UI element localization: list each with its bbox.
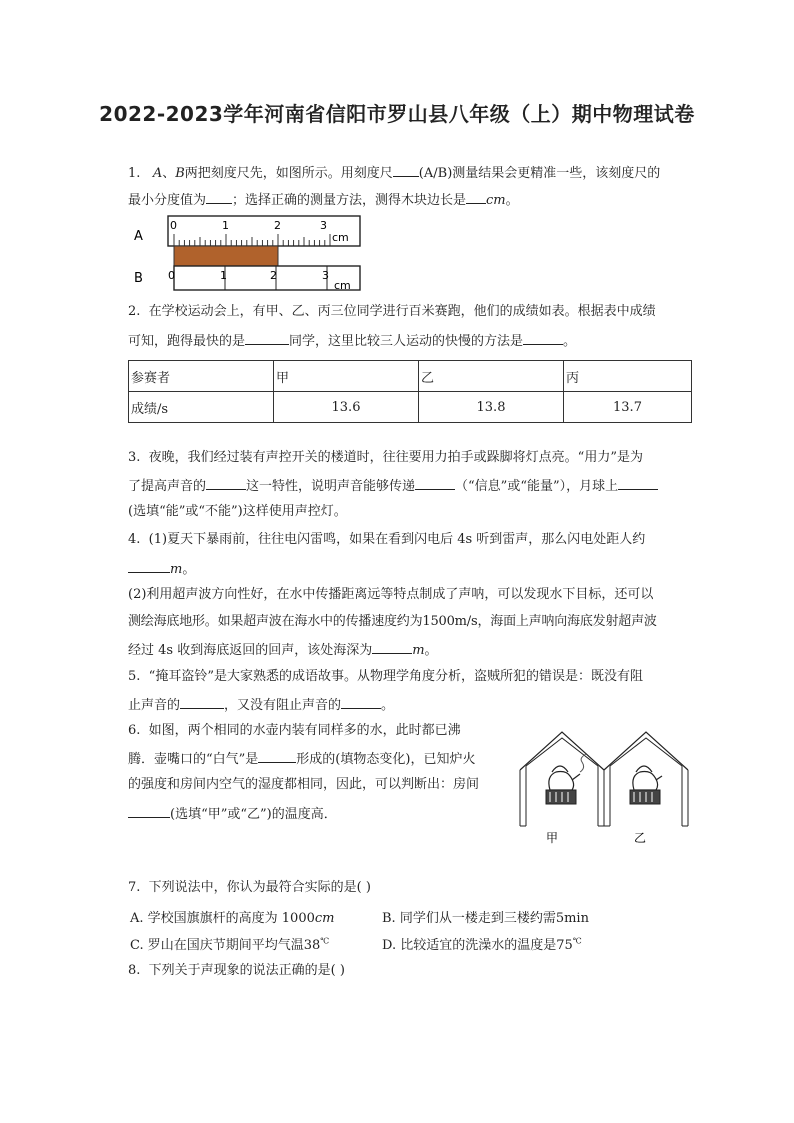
- q3-number: 3.: [128, 450, 141, 465]
- q3-text: 夜晚，我们经过装有声控开关的楼道时，往往要用力拍手或跺脚将灯点亮。“用力”是为: [148, 450, 643, 465]
- q2-text: 在学校运动会上，有甲、乙、丙三位同学进行百米赛跑，他们的成绩如表。根据表中成绩: [148, 304, 656, 319]
- q7-option-d[interactable]: [382, 934, 582, 953]
- ruler-a-tick-2: 2: [274, 219, 281, 232]
- q6-line-4: [128, 804, 337, 824]
- table-row: [129, 392, 692, 423]
- q1-text: (A/B)测量结果会更精准一些，该刻度尺的: [418, 166, 661, 181]
- q6-number: 6.: [128, 723, 141, 738]
- q2-blank-2[interactable]: [523, 331, 563, 345]
- q7-option-b[interactable]: B. 同学们从一楼走到三楼约需5min: [382, 911, 589, 926]
- q8-text: 下列关于声现象的说法正确的是( ): [148, 963, 345, 978]
- q1-text: 。: [505, 193, 519, 208]
- q3-text: （“信息”或“能量”），月球上: [455, 479, 619, 494]
- q4-text: (1)夏天下暴雨前，往往电闪雷鸣，如果在看到闪电后 4s 听到雷声，那么闪电处距人约: [148, 532, 646, 547]
- q7-number: 7.: [128, 880, 141, 895]
- room-yi: [604, 732, 688, 826]
- q7-option-c-unit: ℃: [320, 936, 330, 946]
- q4-line-1: [128, 531, 645, 549]
- results-table: [128, 360, 692, 423]
- q1-line-2: [128, 190, 519, 210]
- q2-text: 可知，跑得最快的是: [128, 334, 246, 349]
- q7-option-c-text: C. 罗山在国庆节期间平均气温38: [130, 938, 321, 953]
- page-title: 2022-2023学年河南省信阳市罗山县八年级（上）期中物理试卷: [99, 102, 695, 126]
- q3-text: (选填“能”或“不能”)这样使用声控灯。: [128, 504, 347, 519]
- q7-option-a-unit: cm: [314, 911, 335, 926]
- q7-option-c[interactable]: [130, 934, 329, 953]
- q4-line-3: [128, 586, 653, 604]
- q2-text: 。: [563, 334, 577, 349]
- q5-text: ，又没有阻止声音的: [224, 698, 342, 713]
- ruler-b-tick-3: 3: [322, 269, 329, 282]
- q7-option-d-unit: ℃: [572, 936, 582, 946]
- ruler-b-tick-2: 2: [270, 269, 277, 282]
- q1-blank-1[interactable]: [393, 163, 419, 177]
- q1-text: 最小分度值为: [128, 193, 207, 208]
- q3-line-3: [128, 503, 347, 521]
- q3-blank-1[interactable]: [206, 476, 246, 490]
- q3-text: 了提高声音的: [128, 479, 207, 494]
- q2-line-2: [128, 331, 576, 351]
- q2-line-1: [128, 303, 656, 321]
- kettle-icon: [633, 772, 658, 791]
- q6-text: 的强度和房间内空气的湿度都相同，因此，可以判断出：房间: [128, 777, 480, 792]
- table-cell: 13.8: [419, 392, 564, 423]
- two-rooms-figure: [512, 726, 696, 848]
- q1-text: 两把刻度尺先，如图所示。用刻度尺: [184, 166, 393, 181]
- room-jia: [520, 732, 604, 826]
- q7-option-a[interactable]: [130, 907, 334, 926]
- q1-line-1: [128, 163, 660, 183]
- q5-line-2: [128, 695, 394, 715]
- table-row: [129, 361, 692, 392]
- ruler-b: [174, 266, 360, 290]
- q3-line-2: [128, 476, 658, 496]
- q4-text: 。: [182, 562, 196, 577]
- q6-text: (选填“甲”或“乙”)的温度高．: [170, 807, 337, 822]
- q4-line-4: [128, 613, 657, 631]
- kettle-icon: [549, 772, 574, 791]
- q4-text: (2)利用超声波方向性好，在水中传播距离远等特点制成了声呐，可以发现水下目标，还可以: [128, 587, 654, 602]
- q1-label-a: A: [152, 166, 163, 181]
- ruler-figure: [128, 212, 368, 294]
- q4-text: 经过 4s 收到海底返回的回声，该处海深为: [128, 643, 373, 658]
- q6-line-1: [128, 722, 461, 740]
- ruler-a-tick-3: 3: [320, 219, 327, 232]
- q1-label-b: B: [175, 166, 185, 181]
- q2-blank-1[interactable]: [245, 331, 289, 345]
- q7-option-d-text: D. 比较适宜的洗澡水的温度是75: [382, 938, 573, 953]
- q4-unit: m: [412, 643, 425, 658]
- q4-text: 测绘海底地形。如果超声波在海水中的传播速度约为1500m/s，海面上声呐向海底发射超声波: [128, 614, 657, 629]
- q5-number: 5.: [128, 669, 141, 684]
- q6-blank-1[interactable]: [258, 749, 296, 763]
- ruler-b-label: B: [134, 271, 143, 286]
- q8-number: 8.: [128, 963, 141, 978]
- q2-text: 同学，这里比较三人运动的快慢的方法是: [289, 334, 524, 349]
- q1-blank-3[interactable]: [466, 190, 486, 204]
- q6-line-2: [128, 749, 475, 769]
- q6-text: 形成的(填物态变化)，已知炉火: [296, 752, 476, 767]
- table-header: 甲: [274, 361, 419, 392]
- q2-number: 2.: [128, 304, 141, 319]
- q1-text: ；选择正确的测量方法，测得木块边长是: [232, 193, 467, 208]
- q4-blank-2[interactable]: [372, 640, 412, 654]
- ruler-a-tick-0: 0: [170, 219, 177, 232]
- q6-text: 腾．壶嘴口的“白气”是: [128, 752, 259, 767]
- wooden-block: [174, 246, 278, 268]
- q1-sep: 、: [162, 166, 176, 181]
- q4-number: 4.: [128, 532, 141, 547]
- q3-blank-3[interactable]: [618, 476, 658, 490]
- q7-option-a-text: A. 学校国旗旗杆的高度为 1000: [130, 911, 315, 926]
- q1-blank-2[interactable]: [206, 190, 232, 204]
- ruler-a-label: A: [134, 229, 143, 244]
- steam-icon: [580, 754, 586, 772]
- q4-text: 。: [424, 643, 438, 658]
- q5-text: 止声音的: [128, 698, 181, 713]
- q1-unit: cm: [486, 193, 506, 208]
- q3-line-1: [128, 449, 643, 467]
- ruler-b-tick-0: 0: [168, 269, 175, 282]
- table-header: 参赛者: [129, 361, 274, 392]
- q3-text: 这一特性，说明声音能够传递: [246, 479, 416, 494]
- q8-stem: [128, 962, 345, 980]
- ruler-a-unit: cm: [332, 231, 349, 244]
- q5-text: 。: [381, 698, 395, 713]
- q6-text: 如图，两个相同的水壶内装有同样多的水，此时都已沸: [148, 723, 461, 738]
- q1-number: 1.: [128, 166, 141, 181]
- q7-text: 下列说法中，你认为最符合实际的是( ): [148, 880, 371, 895]
- q7-stem: [128, 879, 371, 897]
- ruler-a-tick-1: 1: [222, 219, 229, 232]
- q5-blank-1[interactable]: [180, 695, 224, 709]
- ruler-b-unit: cm: [334, 279, 351, 292]
- table-cell: 13.6: [274, 392, 419, 423]
- table-header: 乙: [419, 361, 564, 392]
- q5-blank-2[interactable]: [341, 695, 381, 709]
- q5-text: “掩耳盗铃”是大家熟悉的成语故事。从物理学角度分析，盗贼所犯的错误是：既没有阻: [148, 669, 643, 684]
- table-cell: 13.7: [564, 392, 692, 423]
- q6-blank-2[interactable]: [128, 804, 170, 818]
- q4-unit: m: [170, 562, 183, 577]
- q3-blank-2[interactable]: [415, 476, 455, 490]
- q4-line-5: [128, 640, 438, 660]
- room-label-yi: 乙: [634, 831, 647, 845]
- q6-line-3: [128, 776, 479, 794]
- q4-line-2: [128, 559, 195, 579]
- ruler-b-tick-1: 1: [220, 269, 227, 282]
- table-header: 丙: [564, 361, 692, 392]
- q4-blank-1[interactable]: [128, 559, 170, 573]
- table-cell: 成绩/s: [129, 392, 274, 423]
- q5-line-1: [128, 668, 643, 686]
- room-label-jia: 甲: [546, 831, 559, 845]
